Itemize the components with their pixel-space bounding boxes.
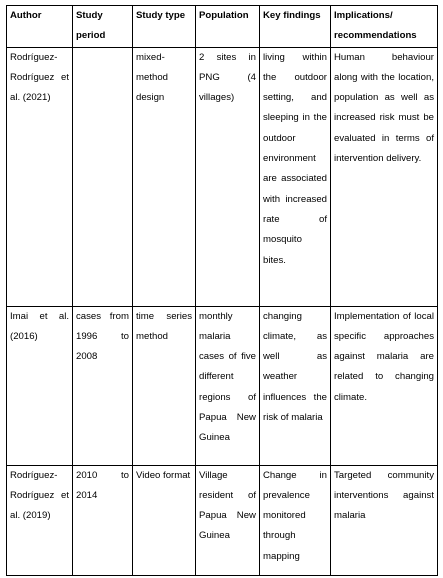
cell-population: 2 sites in PNG (4 villages)	[196, 47, 260, 306]
literature-review-table	[6, 5, 438, 576]
table-header-row	[7, 6, 438, 48]
cell-study-period	[73, 47, 133, 306]
cell-study-type: time series method	[133, 306, 196, 465]
cell-population: Village resident of Papua New Guinea	[196, 465, 260, 575]
cell-implications: Targeted community interventions against malaria	[331, 465, 438, 575]
cell-study-type: mixed-method design	[133, 47, 196, 306]
table-row	[7, 47, 438, 306]
header-author: Author	[7, 6, 73, 48]
cell-key-findings: changing climate, as well as weather influences the risk of malaria	[260, 306, 331, 465]
cell-study-period: cases from 1996 to 2008	[73, 306, 133, 465]
header-study-period: Study period	[73, 6, 133, 48]
table-row	[7, 465, 438, 575]
cell-key-findings: Change in prevalence monitored through mapping	[260, 465, 331, 575]
cell-implications: Human behaviour along with the location, population as well as increased risk must be evaluated in terms of intervention delivery.	[331, 47, 438, 306]
header-population: Population	[196, 6, 260, 48]
cell-study-type: Video format	[133, 465, 196, 575]
cell-author: Rodríguez-Rodríguez et al. (2021)	[7, 47, 73, 306]
header-study-type: Study type	[133, 6, 196, 48]
cell-author: Imai et al. (2016)	[7, 306, 73, 465]
cell-study-period: 2010 to 2014	[73, 465, 133, 575]
cell-implications: Implementation of local specific approaches against malaria are related to changing climate.	[331, 306, 438, 465]
header-key-findings: Key findings	[260, 6, 331, 48]
header-implications: Implications/ recommendations	[331, 6, 438, 48]
cell-population: monthly malaria cases of five different regions of Papua New Guinea	[196, 306, 260, 465]
cell-author: Rodríguez-Rodríguez et al. (2019)	[7, 465, 73, 575]
table-row	[7, 306, 438, 465]
cell-key-findings: living within the outdoor setting, and sleeping in the outdoor environment are associated with increased rate of mosquito bites.	[260, 47, 331, 306]
